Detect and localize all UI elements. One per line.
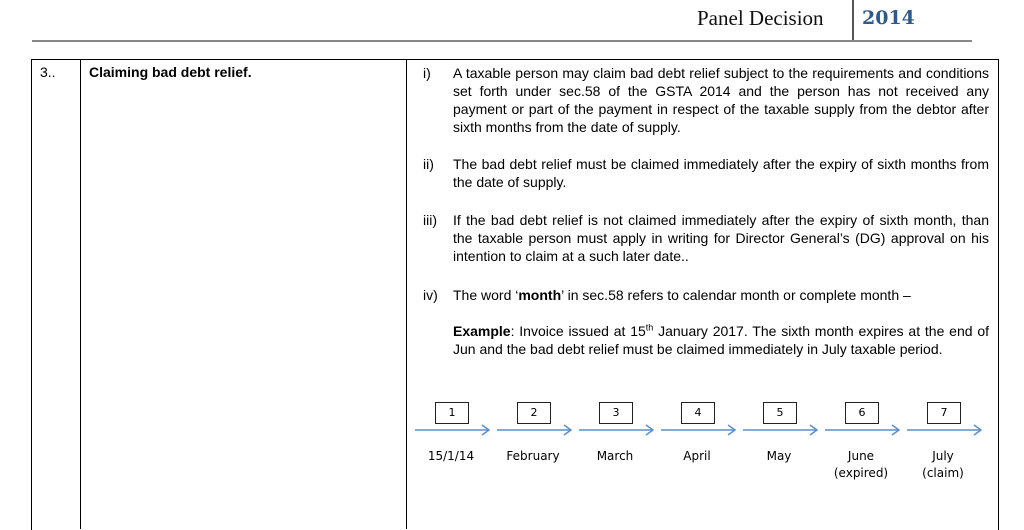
header-divider xyxy=(852,0,854,42)
timeline-month-note: (expired) xyxy=(833,466,889,480)
header-title: Panel Decision xyxy=(697,6,824,30)
timeline-step-label xyxy=(575,448,655,465)
timeline-step-label xyxy=(657,448,737,465)
list-item xyxy=(423,64,989,136)
timeline-month: February xyxy=(506,449,560,463)
item-text-bold: month xyxy=(518,287,562,303)
item-text-after: ’ in sec.58 refers to calendar month or complete month – xyxy=(561,287,911,303)
timeline-month: 15/1/14 xyxy=(427,449,475,463)
example-part2: January 2017. The sixth month expires at the end of Jun and the bad debt relief must be claimed immediately in July taxable period. xyxy=(453,323,989,357)
item-text: A taxable person may claim bad debt relief subject to the requirements and conditions set forth under sec.58 of the GSTA 2014 and the person has not received any payment or part of the payment in respect of the taxable supply from the debtor after sixth months from the date of supply. xyxy=(453,65,989,135)
timeline-month: July xyxy=(932,449,954,463)
timeline-step-label xyxy=(739,448,819,465)
timeline-step-box: 7 xyxy=(927,402,961,424)
timeline-month: March xyxy=(596,449,634,463)
example-sup: th xyxy=(645,322,654,333)
timeline-step-label xyxy=(411,448,491,465)
timeline-month: April xyxy=(683,449,711,463)
item-number: i) xyxy=(423,65,431,81)
item-text-before: The word ‘ xyxy=(453,287,519,303)
timeline-month-note: (claim) xyxy=(922,466,964,480)
list-item xyxy=(423,286,989,304)
item-text xyxy=(453,286,989,304)
timeline-step-box: 6 xyxy=(845,402,879,424)
page-header xyxy=(0,0,1024,44)
timeline-step-label xyxy=(903,448,983,482)
timeline-month: June xyxy=(847,449,875,463)
column-divider-2 xyxy=(406,59,407,529)
item-number: ii) xyxy=(423,156,434,172)
item-text: The bad debt relief must be claimed immediately after the expiry of sixth months from the date of supply. xyxy=(453,156,989,190)
timeline-month: May xyxy=(766,449,792,463)
timeline-step-box: 3 xyxy=(599,402,633,424)
list-item xyxy=(423,155,989,191)
row-title: Claiming bad debt relief. xyxy=(89,64,252,80)
example-part1: : Invoice issued at 15 xyxy=(510,323,646,339)
example-label: Example xyxy=(453,323,511,339)
list-item xyxy=(423,211,989,265)
item-text: If the bad debt relief is not claimed immediately after the expiry of sixth month, than the taxable person must apply in writing for Director General’s (DG) approval on his intention to claim at a such later date.. xyxy=(453,212,989,264)
header-rule xyxy=(32,40,972,42)
column-divider-1 xyxy=(80,59,81,529)
example-paragraph xyxy=(453,322,989,358)
timeline-step-box: 2 xyxy=(517,402,551,424)
timeline-step-label xyxy=(821,448,901,482)
item-number: iv) xyxy=(423,287,438,303)
timeline-step-box: 5 xyxy=(763,402,797,424)
timeline-step-label xyxy=(493,448,573,465)
row-number: 3.. xyxy=(40,64,56,80)
header-year: 2014 xyxy=(862,7,915,29)
timeline-step-box: 4 xyxy=(681,402,715,424)
item-number: iii) xyxy=(423,212,437,228)
month-timeline xyxy=(412,396,992,496)
timeline-step-box: 1 xyxy=(435,402,469,424)
